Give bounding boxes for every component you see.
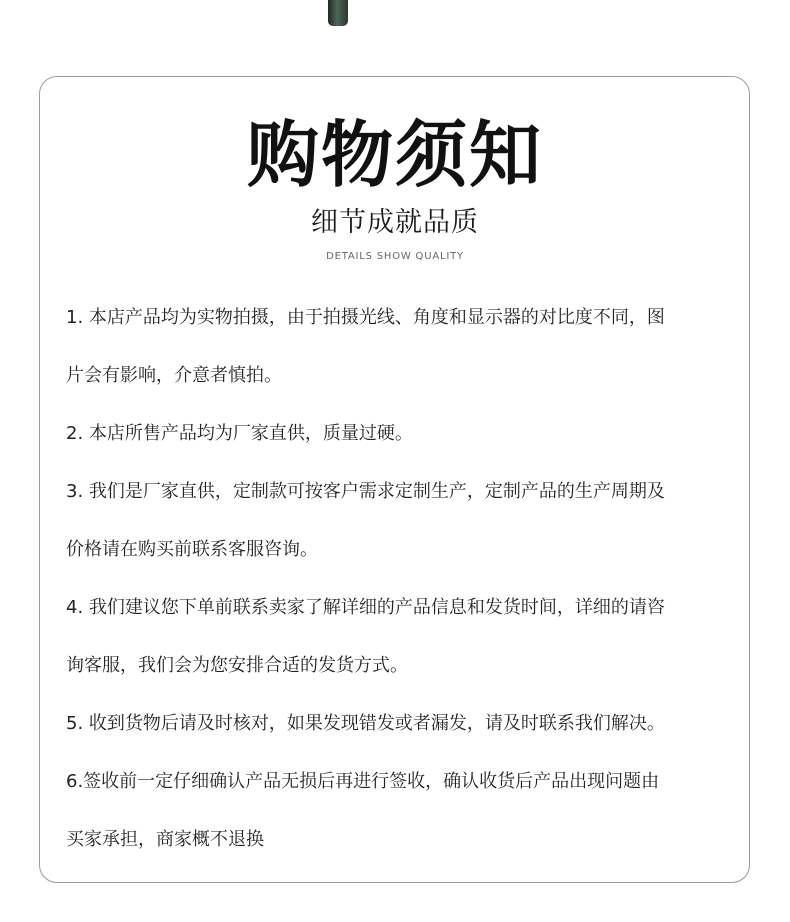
- subtitle: [311, 204, 479, 242]
- english-caption: DETAILS SHOW QUALITY: [326, 251, 464, 262]
- subtitle-text: 细节成就品质: [311, 207, 479, 238]
- notice-line: 片会有影响，介意者慎拍。: [66, 365, 282, 386]
- subtitle-container: [0, 204, 790, 242]
- notice-line: 3. 我们是厂家直供，定制款可按客户需求定制生产，定制产品的生产周期及: [66, 481, 665, 502]
- product-image-fragment: [328, 0, 348, 26]
- notice-line: 1. 本店产品均为实物拍摄，由于拍摄光线、角度和显示器的对比度不同，图: [66, 307, 665, 328]
- page-title: 购物须知: [246, 113, 543, 197]
- notice-line: 5. 收到货物后请及时核对，如果发现错发或者漏发，请及时联系我们解决。: [66, 713, 665, 734]
- notice-line: 价格请在购买前联系客服咨询。: [66, 539, 318, 560]
- notice-line: 询客服，我们会为您安排合适的发货方式。: [66, 655, 408, 676]
- notice-line: 4. 我们建议您下单前联系卖家了解详细的产品信息和发货时间，详细的请咨: [66, 597, 665, 618]
- notice-line: 买家承担，商家概不退换: [66, 829, 264, 850]
- notice-line: 6.签收前一定仔细确认产品无损后再进行签收，确认收货后产品出现问题由: [66, 771, 660, 792]
- notice-line: 2. 本店所售产品均为厂家直供，质量过硬。: [66, 423, 413, 444]
- notice-list: [66, 303, 728, 883]
